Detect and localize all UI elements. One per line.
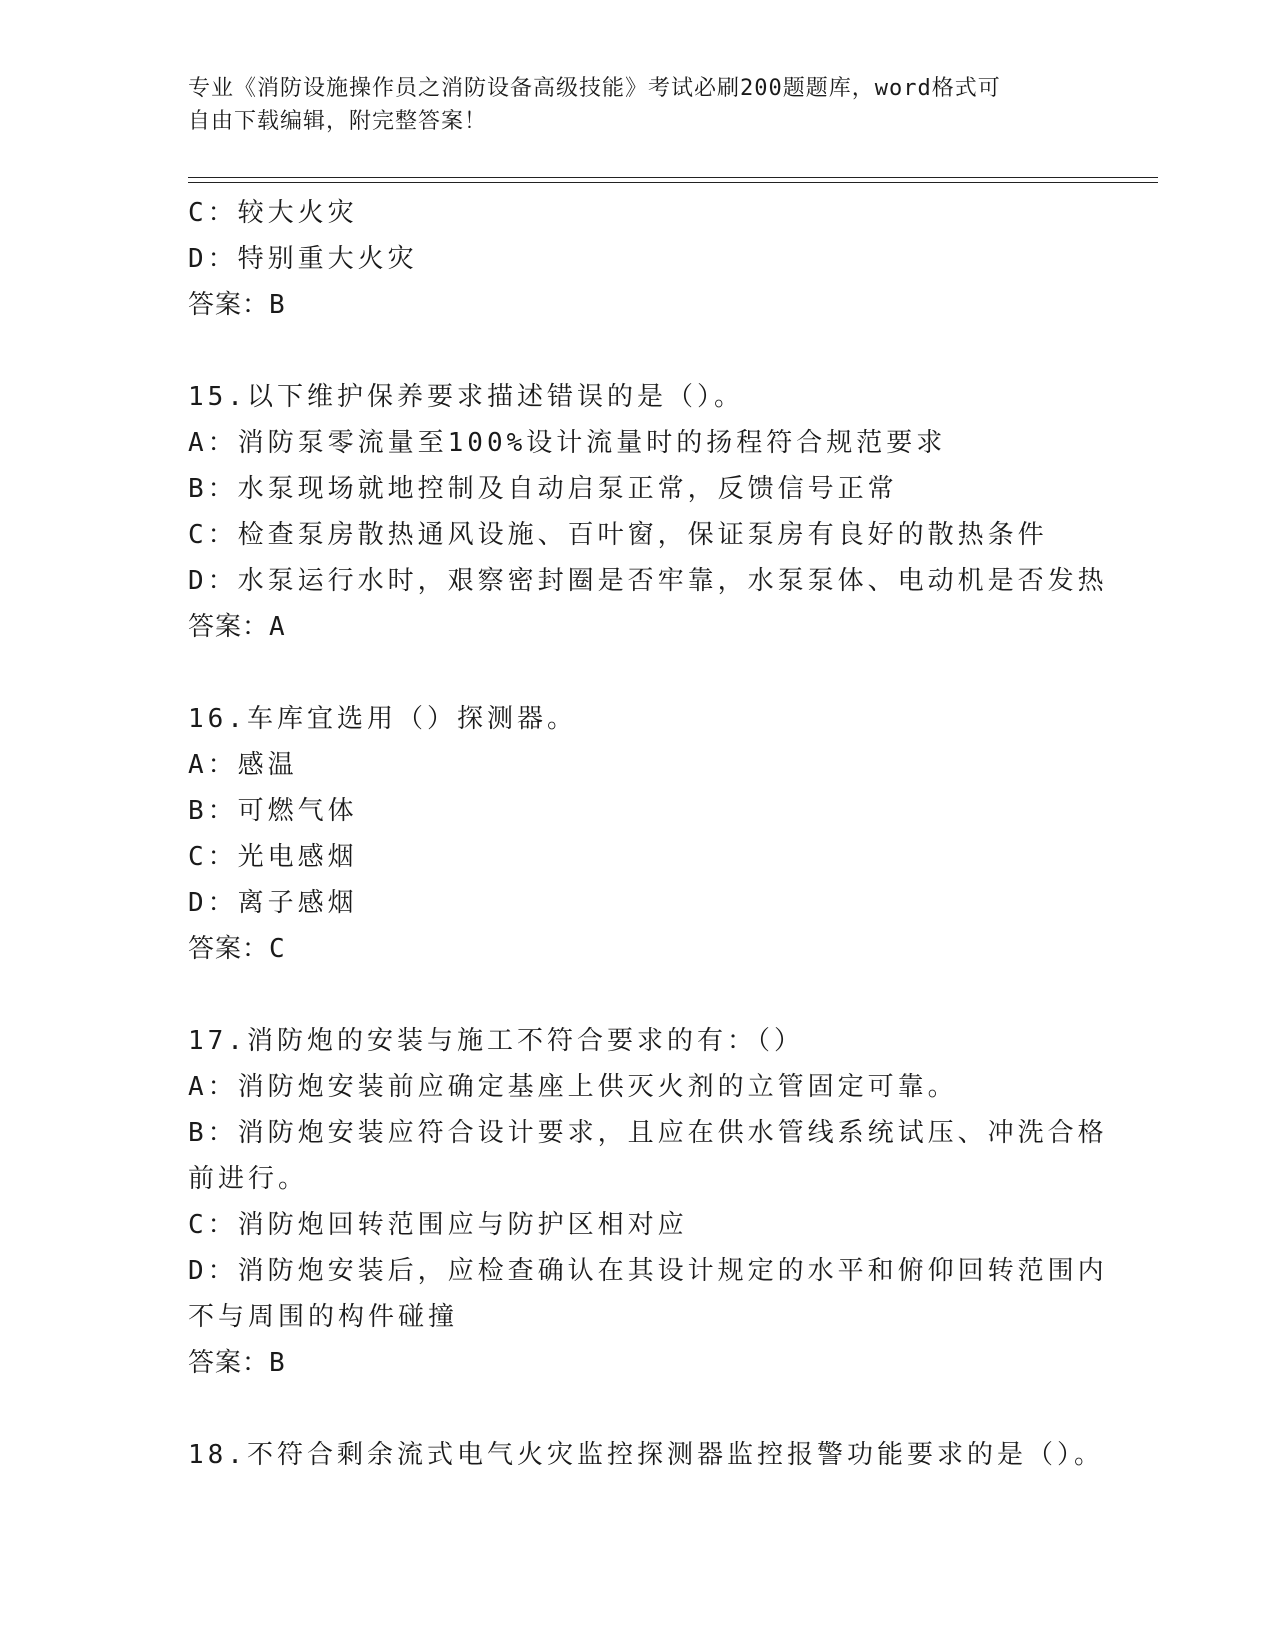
question-stem: 15.以下维护保养要求描述错误的是（）。 xyxy=(188,382,744,412)
option-c: C：较大火灾 xyxy=(188,198,358,228)
answer-line: 答案：C xyxy=(188,934,286,964)
question-content xyxy=(188,190,1108,1478)
question-15 xyxy=(188,374,1108,650)
spacer xyxy=(188,650,1088,696)
answer-line: 答案：B xyxy=(188,290,286,320)
option-c: C：消防炮回转范围应与防护区相对应 xyxy=(188,1210,688,1240)
option-d: D：消防炮安装后，应检查确认在其设计规定的水平和俯仰回转范围内 xyxy=(188,1256,1108,1286)
spacer xyxy=(188,328,1088,374)
spacer xyxy=(188,972,1088,1018)
option-a: A：感温 xyxy=(188,750,298,780)
spacer xyxy=(188,1386,1088,1432)
option-b: B：可燃气体 xyxy=(188,796,358,826)
header-divider-bottom xyxy=(188,182,1158,183)
question-16 xyxy=(188,696,1088,972)
question-stem: 17.消防炮的安装与施工不符合要求的有：（） xyxy=(188,1026,804,1056)
question-stem: 18.不符合剩余流式电气火灾监控探测器监控报警功能要求的是（）。 xyxy=(188,1440,1104,1470)
question-14-tail xyxy=(188,190,1088,328)
option-c: C：光电感烟 xyxy=(188,842,358,872)
option-d: D：水泵运行水时，艰察密封圈是否牢靠，水泵泵体、电动机是否发热 xyxy=(188,566,1108,596)
answer-line: 答案：A xyxy=(188,612,286,642)
option-b-continued: 前进行。 xyxy=(188,1164,309,1194)
question-stem: 16.车库宜选用（）探测器。 xyxy=(188,704,577,734)
option-d-continued: 不与周围的构件碰撞 xyxy=(188,1302,459,1332)
option-a: A：消防炮安装前应确定基座上供灭火剂的立管固定可靠。 xyxy=(188,1072,958,1102)
question-18 xyxy=(188,1432,1104,1478)
answer-line: 答案：B xyxy=(188,1348,286,1378)
option-c: C：检查泵房散热通风设施、百叶窗，保证泵房有良好的散热条件 xyxy=(188,520,1048,550)
header-divider-top xyxy=(188,177,1158,178)
header-line-2: 自由下载编辑，附完整答案！ xyxy=(188,109,488,134)
option-d: D：离子感烟 xyxy=(188,888,358,918)
option-a: A：消防泵零流量至100%设计流量时的扬程符合规范要求 xyxy=(188,428,947,458)
option-b: B：消防炮安装应符合设计要求，且应在供水管线系统试压、冲洗合格 xyxy=(188,1118,1108,1148)
document-header xyxy=(188,72,1088,138)
option-b: B：水泵现场就地控制及自动启泵正常，反馈信号正常 xyxy=(188,474,898,504)
option-d: D：特别重大火灾 xyxy=(188,244,418,274)
header-line-1: 专业《消防设施操作员之消防设备高级技能》考试必刷200题题库，word格式可 xyxy=(188,76,1001,101)
question-17 xyxy=(188,1018,1108,1386)
